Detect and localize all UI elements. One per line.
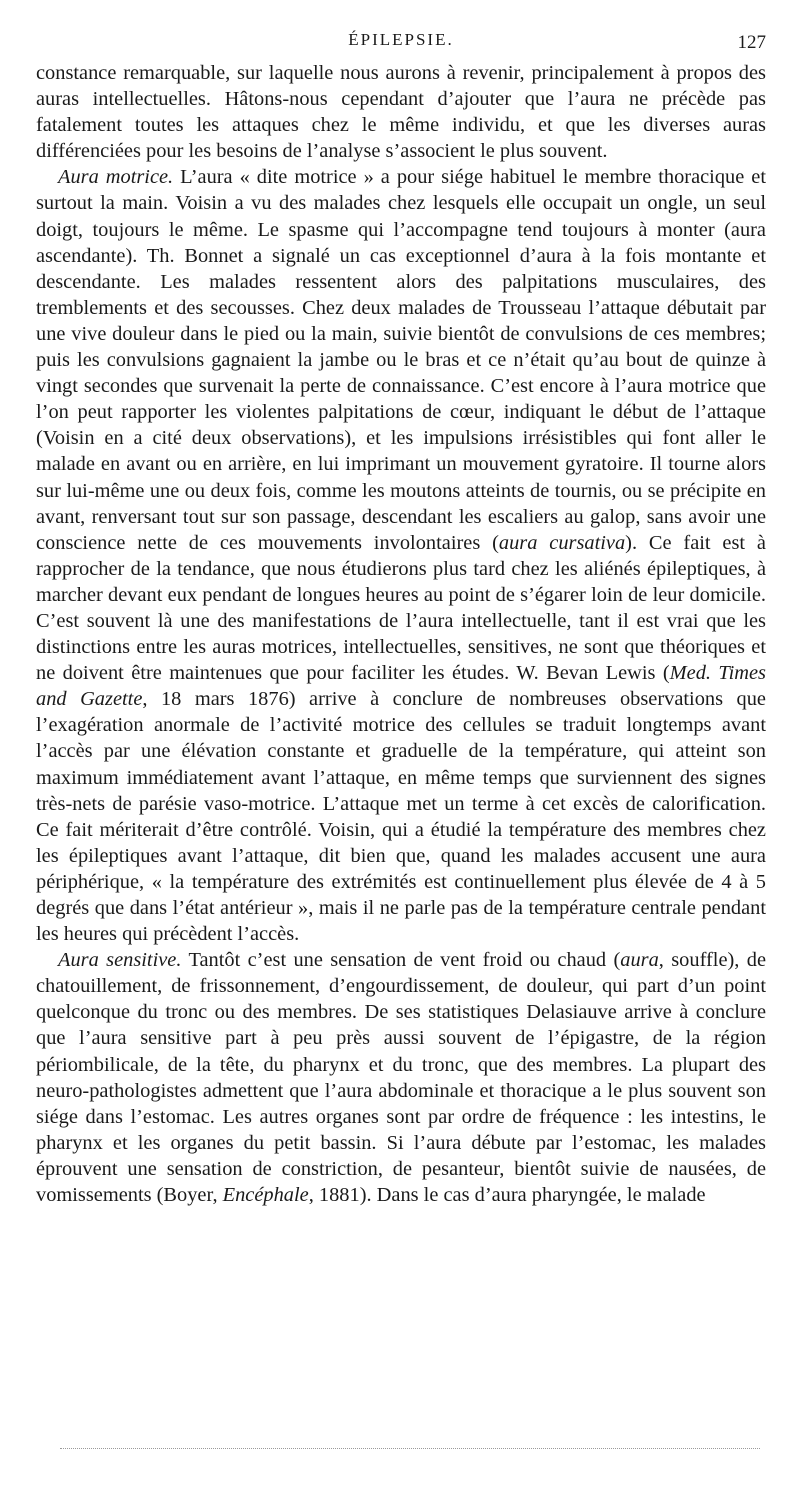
paragraph-intro-text: constance remarquable, sur laquelle nous aurons à revenir, principalement à propos des auras intellectuelles. Hâtons-nous cependant d’ajouter que l’aura ne précède pas fatalement toutes les attaques chez le même individu, et que les diverses auras différenciées pour les besoins de l’analyse s’associent le plus souvent. xyxy=(36,62,766,163)
aura-sensitive-text-1: Tantôt c’est une sensation de vent froid ou chaud ( xyxy=(181,949,621,972)
section-label-aura-sensitive: Aura sensitive. xyxy=(58,949,182,972)
paragraph-intro xyxy=(36,60,766,164)
page-number: 127 xyxy=(737,32,766,53)
paragraph-aura-motrice xyxy=(36,164,766,947)
journal-title-med-times: Med. Times and Gazette xyxy=(36,662,766,711)
footer-rule xyxy=(60,1448,760,1449)
running-title: ÉPILEPSIE. xyxy=(348,30,454,49)
aura-cursativa-term: aura cursativa xyxy=(498,531,626,554)
section-label-aura-motrice: Aura motrice. xyxy=(58,166,174,189)
aura-sensitive-text-3: , 1881). Dans le cas d’aura pharyngée, le malade xyxy=(308,1184,706,1207)
book-page xyxy=(36,26,766,1208)
paragraph-aura-sensitive xyxy=(36,947,766,1208)
aura-motrice-text-3: , 18 mars 1876) arrive à conclure de nombreuses observations que l’exagération anormale de l’activité motrice des cellules se traduit longtemps avant l’accès par une élévation constante et graduelle de la température, qui atteint son maximum immédiatement avant l’attaque, en même temps que surviennent des signes très-nets de parésie vaso-motrice. L’attaque met un terme à cet excès de calorification. Ce fait mériterait d’être contrôlé. Voisin, qui a étudié la température des membres chez les épileptiques avant l’attaque, dit bien que, quand les malades accusent une aura périphérique, « la température des extrémités est continuellement plus élevée de 4 à 5 degrés que dans l’état antérieur », mais il ne parle pas de la température centrale pendant les heures qui précèdent l’accès. xyxy=(36,688,766,946)
running-head xyxy=(36,26,766,60)
journal-title-encephale: Encéphale xyxy=(222,1184,309,1207)
aura-motrice-text-1: L’aura « dite motrice » a pour siége habituel le membre thoracique et surtout la main. Voisin a vu des malades chez lesquels elle occupait un ongle, un seul doigt, toujours le même. Le spasme qui l’accompagne tend toujours à monter (aura ascendante). Th. Bonnet a signalé un cas exceptionnel d’aura à la fois montante et descendante. Les malades ressentent alors des palpitations musculaires, des tremblements et des secousses. Chez deux malades de Trousseau l’attaque débutait par une vive douleur dans le pied ou la main, suivie bientôt de convulsions de ces membres; puis les convulsions gagnaient la jambe ou le bras et ce n’était qu’au bout de quinze à vingt secondes que survenait la perte de connaissance. C’est encore à l’aura motrice que l’on peut rapporter les violentes palpitations de cœur, indiquant le début de l’attaque (Voisin en a cité deux observations), et les impulsions irrésistibles qui font aller le malade en avant ou en arrière, en lui imprimant un mouvement gyratoire. Il tourne alors sur lui-même une ou deux fois, comme les moutons atteints de tournis, ou se précipite en avant, renversant tout sur son passage, descendant les escaliers au galop, sans avoir une conscience nette de ces mouvements involontaires ( xyxy=(36,166,766,554)
aura-term: aura xyxy=(620,949,659,972)
aura-motrice-text-2: ). Ce fait est à rapprocher de la tendance, que nous étudierons plus tard chez les aliénés épileptiques, à marcher devant eux pendant de longues heures au point de s’égarer loin de leur domicile. C’est souvent là une des manifestations de l’aura intellectuelle, tant il est vrai que les distinctions entre les auras motrices, intellectuelles, sensitives, ne sont que théoriques et ne doivent être maintenues que pour faciliter les études. W. Bevan Lewis ( xyxy=(36,531,766,685)
body-text xyxy=(36,60,766,1208)
aura-sensitive-text-2: , souffle), de chatouillement, de frissonnement, d’engourdissement, de douleur, qui part d’un point quelconque du tronc ou des membres. De ses statistiques Delasiauve arrive à conclure que l’aura sensitive part à peu près aussi souvent de l’épigastre, de la région périombilicale, de la tête, du pharynx et du tronc, que des membres. La plupart des neuro-pathologistes admettent que l’aura abdominale et thoracique a le plus souvent son siége dans l’estomac. Les autres organes sont par ordre de fréquence : les intestins, le pharynx et les organes du petit bassin. Si l’aura débute par l’estomac, les malades éprouvent une sensation de constriction, de pesanteur, bientôt suivie de nausées, de vomissements (Boyer, xyxy=(36,949,766,1207)
